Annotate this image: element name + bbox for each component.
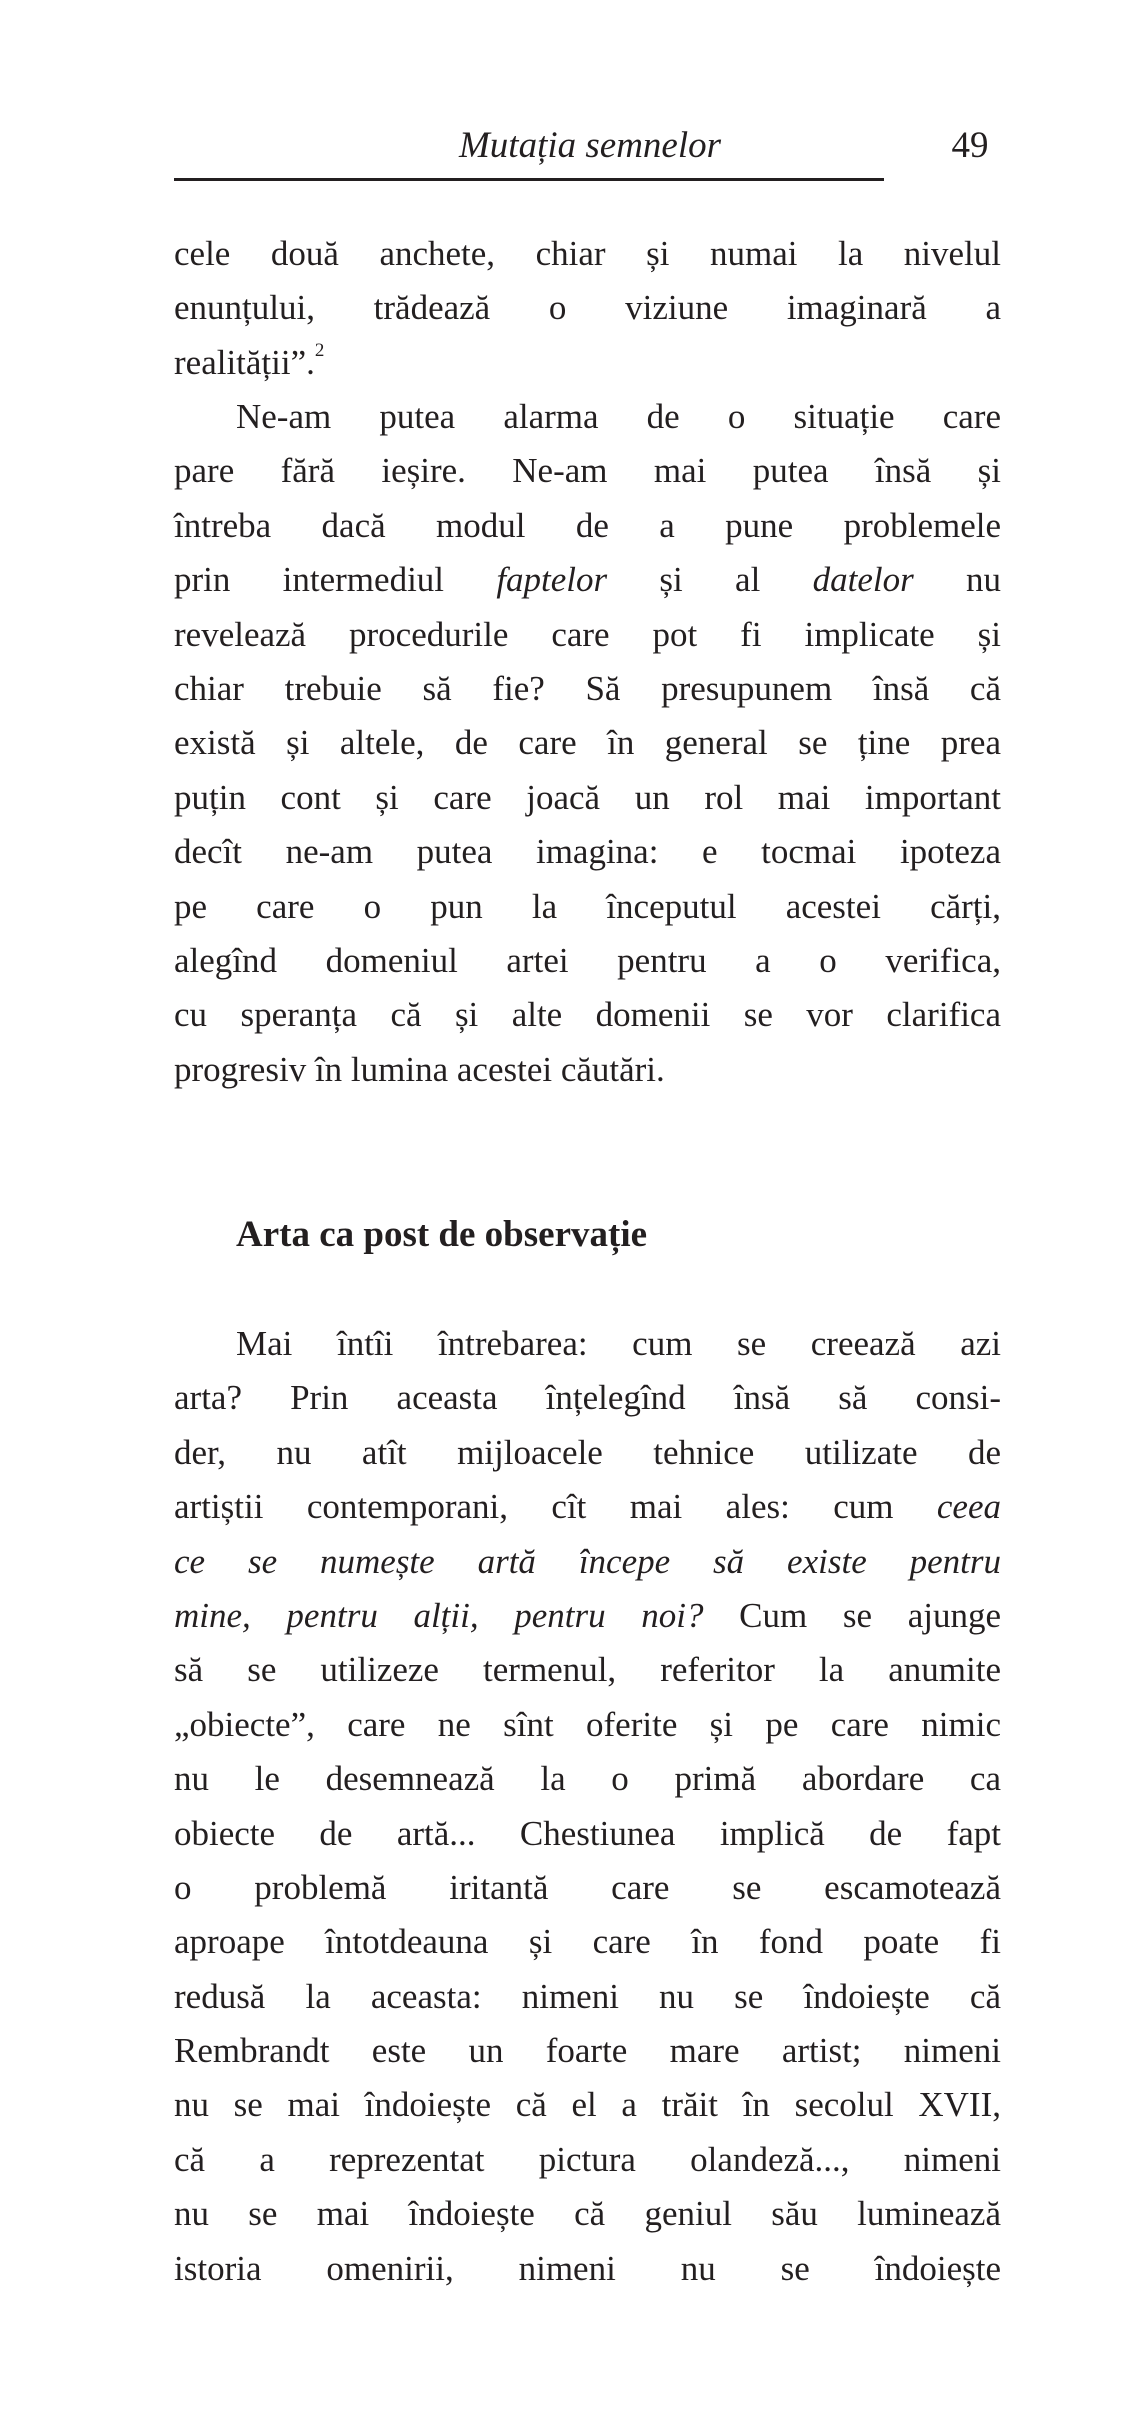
text-segment: Ne-am putea alarma de o situație care bbox=[236, 397, 1001, 436]
text-segment: că a reprezentat pictura olandeză..., nimeni bbox=[174, 2139, 1001, 2179]
text-line bbox=[174, 390, 1001, 444]
text-segment: nu le desemnează la o primă abordare ca bbox=[174, 1759, 1001, 1799]
text-segment: Rembrandt este un foarte mare artist; nimeni bbox=[174, 2031, 1001, 2071]
text-line bbox=[174, 227, 1001, 281]
text-segment: progresiv în lumina acestei căutări. bbox=[174, 1049, 665, 1089]
text-segment: decît ne-am putea imagina: e tocmai ipoteza bbox=[174, 832, 1001, 872]
text-line bbox=[174, 2242, 1001, 2296]
text-line bbox=[174, 2024, 1001, 2078]
paragraph bbox=[174, 390, 1001, 1097]
text-segment: arta? Prin aceasta înțelegînd însă să consi- bbox=[174, 1378, 1001, 1418]
text-line bbox=[174, 2133, 1001, 2187]
text-line bbox=[174, 1752, 1001, 1806]
text-line bbox=[174, 2078, 1001, 2132]
text-segment: realității”. bbox=[174, 342, 315, 382]
text-segment: der, nu atît mijloacele tehnice utilizate de bbox=[174, 1432, 1001, 1472]
text-line bbox=[174, 1317, 1001, 1371]
text-line bbox=[174, 1589, 1001, 1643]
text-line bbox=[174, 1371, 1001, 1425]
text-segment: cele două anchete, chiar și numai la nivelul bbox=[174, 234, 1001, 273]
text-segment: „obiecte”, care ne sînt oferite și pe care nimic bbox=[174, 1704, 1001, 1744]
italic-text: mine, pentru alții, pentru noi? bbox=[174, 1595, 704, 1635]
text-segment: întreba dacă modul de a pune problemele bbox=[174, 505, 1001, 545]
text-line bbox=[174, 1807, 1001, 1861]
paragraph-continued bbox=[174, 227, 1001, 390]
text-line bbox=[174, 1426, 1001, 1480]
text-segment: există și altele, de care în general se ține prea bbox=[174, 723, 1001, 763]
section-heading: Arta ca post de observație bbox=[236, 1214, 648, 1255]
text-segment: alegînd domeniul artei pentru a o verifica, bbox=[174, 940, 1001, 980]
text-segment: puțin cont și care joacă un rol mai important bbox=[174, 777, 1001, 817]
italic-text: ceea bbox=[936, 1487, 1001, 1527]
paragraph bbox=[174, 1317, 1001, 2296]
text-line bbox=[174, 880, 1001, 934]
text-segment: o problemă iritantă care se escamotează bbox=[174, 1867, 1001, 1907]
text-line bbox=[174, 1043, 1001, 1097]
text-segment: pare fără ieșire. Ne-am mai putea însă și bbox=[174, 451, 1001, 491]
text-segment: obiecte de artă... Chestiunea implică de fapt bbox=[174, 1813, 1001, 1853]
text-line bbox=[174, 281, 1001, 335]
text-line bbox=[174, 1698, 1001, 1752]
text-line bbox=[174, 988, 1001, 1042]
text-segment: nu se mai îndoiește că el a trăit în secolul XVII, bbox=[174, 2085, 1001, 2125]
running-title: Mutația semnelor bbox=[458, 125, 722, 166]
text-segment: revelează procedurile care pot fi implicate și bbox=[174, 614, 1001, 654]
text-segment: Cum se ajunge bbox=[703, 1595, 1001, 1635]
text-segment: nu bbox=[913, 560, 1002, 600]
page-number: 49 bbox=[951, 125, 989, 166]
header-rule bbox=[174, 178, 884, 181]
text-segment: și al bbox=[607, 560, 813, 600]
italic-text: ce se numește artă începe să existe pentru bbox=[174, 1541, 1001, 1581]
text-segment: enunțului, trădează o viziune imaginară a bbox=[174, 288, 1001, 328]
text-line bbox=[174, 934, 1001, 988]
text-line bbox=[174, 1480, 1001, 1534]
text-line bbox=[174, 1535, 1001, 1589]
text-line bbox=[174, 336, 1001, 390]
text-segment: să se utilizeze termenul, referitor la anumite bbox=[174, 1650, 1001, 1690]
text-line bbox=[174, 1915, 1001, 1969]
text-line bbox=[174, 1643, 1001, 1697]
text-line bbox=[174, 662, 1001, 716]
text-line bbox=[174, 1970, 1001, 2024]
text-segment: nu se mai îndoiește că geniul său luminează bbox=[174, 2194, 1001, 2234]
text-segment: pe care o pun la începutul acestei cărți, bbox=[174, 886, 1001, 926]
text-segment: chiar trebuie să fie? Să presupunem însă că bbox=[174, 668, 1001, 708]
text-line bbox=[174, 608, 1001, 662]
text-segment: prin intermediul bbox=[174, 560, 497, 600]
text-line bbox=[174, 553, 1001, 607]
text-segment: aproape întotdeauna și care în fond poate fi bbox=[174, 1922, 1001, 1962]
text-line bbox=[174, 499, 1001, 553]
text-segment: cu speranța că și alte domenii se vor clarifica bbox=[174, 995, 1001, 1035]
text-line bbox=[174, 444, 1001, 498]
text-segment: artiștii contemporani, cît mai ales: cum bbox=[174, 1487, 937, 1527]
text-segment: Mai întîi întrebarea: cum se creează azi bbox=[236, 1324, 1001, 1363]
italic-text: faptelor bbox=[496, 560, 608, 600]
italic-text: datelor bbox=[812, 560, 914, 600]
text-line bbox=[174, 2187, 1001, 2241]
text-line bbox=[174, 825, 1001, 879]
text-line bbox=[174, 771, 1001, 825]
text-line bbox=[174, 716, 1001, 770]
text-line bbox=[174, 1861, 1001, 1915]
footnote-ref[interactable]: 2 bbox=[314, 339, 325, 361]
text-segment: redusă la aceasta: nimeni nu se îndoiește că bbox=[174, 1976, 1001, 2016]
text-segment: istoria omenirii, nimeni nu se îndoiește bbox=[174, 2248, 1001, 2288]
